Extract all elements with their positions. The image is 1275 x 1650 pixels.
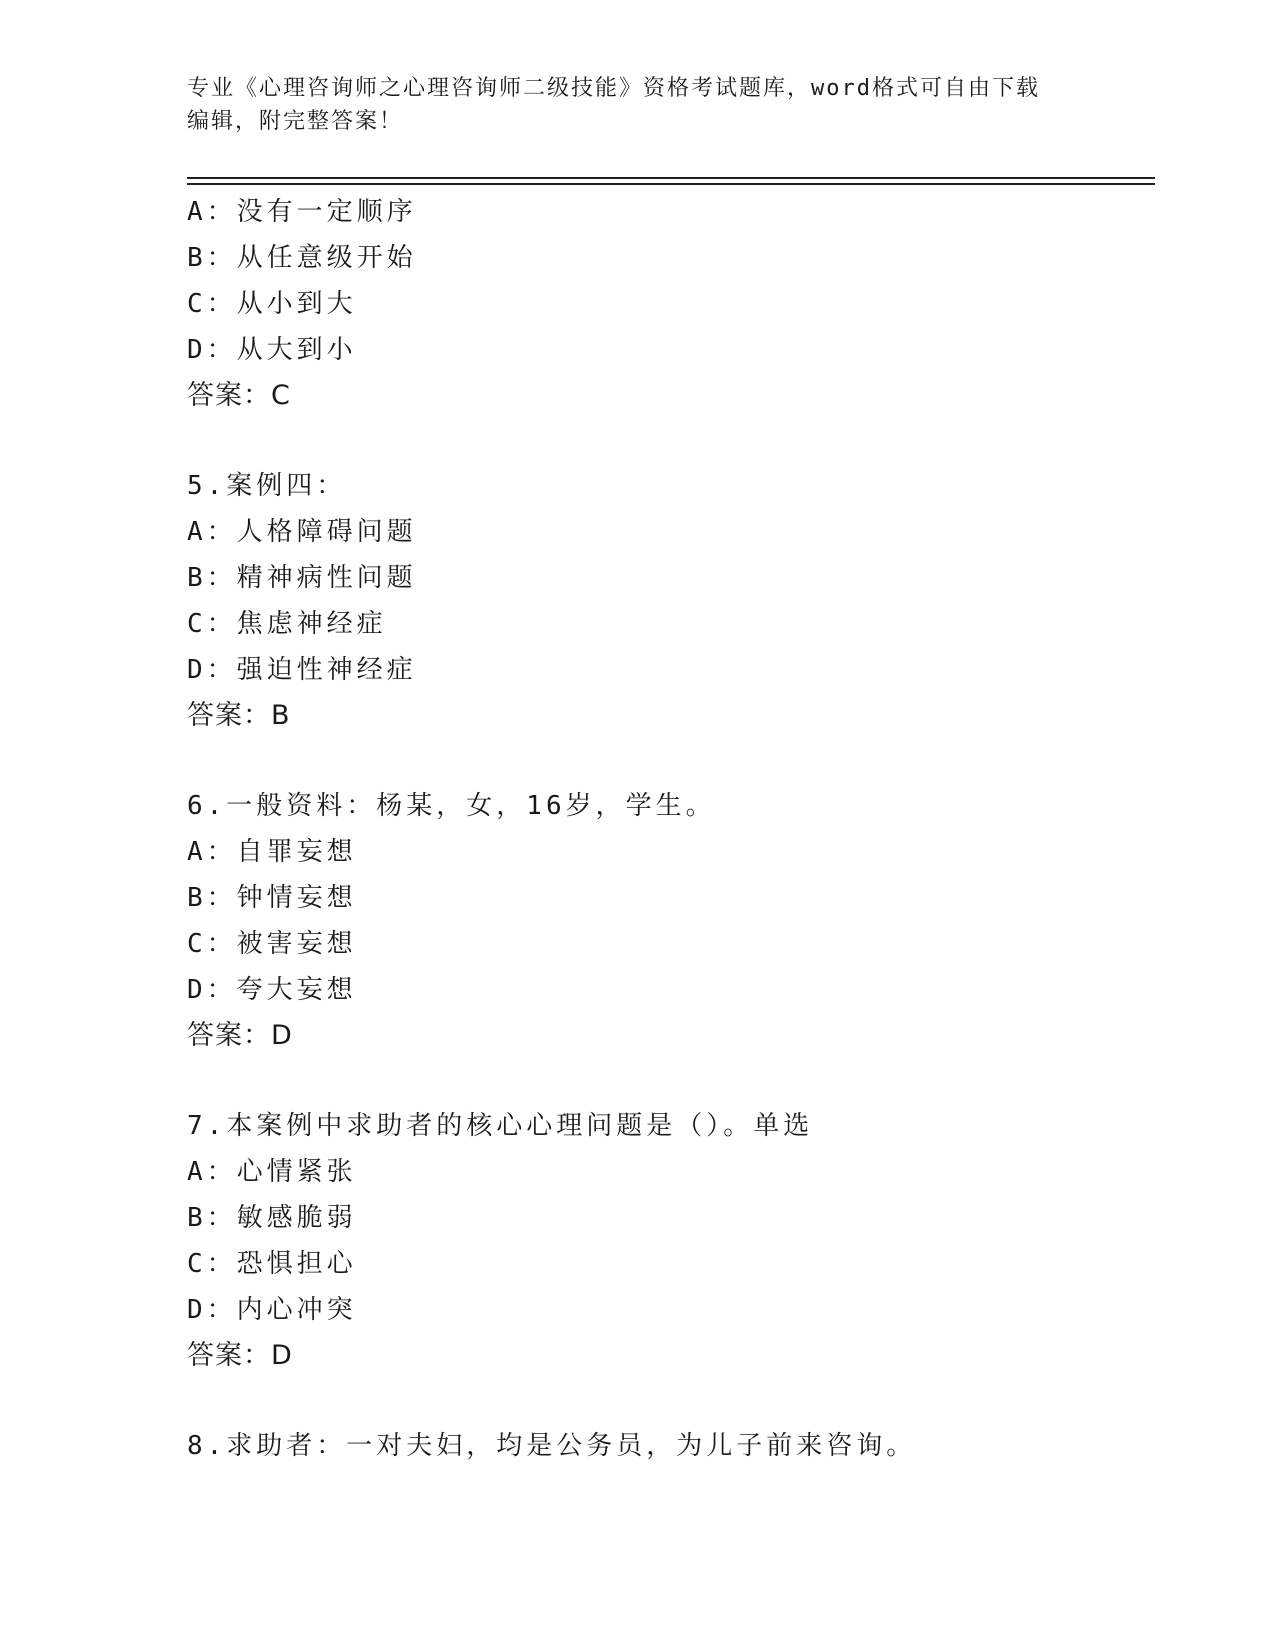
header-line-2: 编辑，附完整答案！ xyxy=(187,109,404,134)
question-block xyxy=(187,783,1147,1059)
answer-line: 答案：C xyxy=(187,380,291,411)
header-line-1: 专业《心理咨询师之心理咨询师二级技能》资格考试题库，word格式可自由下载 xyxy=(187,76,1040,101)
header-divider-top xyxy=(187,177,1155,179)
spacer xyxy=(187,419,1147,463)
option-b: B：敏感脆弱 xyxy=(187,1203,357,1233)
spacer xyxy=(187,1379,1147,1423)
option-a: A：心情紧张 xyxy=(187,1157,357,1187)
question-block xyxy=(187,1423,1147,1469)
option-a: A：自罪妄想 xyxy=(187,837,357,867)
option-a: A：没有一定顺序 xyxy=(187,197,417,227)
option-d: D：强迫性神经症 xyxy=(187,655,417,685)
question-text: 5.案例四： xyxy=(187,471,347,501)
answer-line: 答案：B xyxy=(187,700,291,731)
spacer xyxy=(187,1059,1147,1103)
option-d: D：夸大妄想 xyxy=(187,975,357,1005)
question-list xyxy=(187,189,1147,1469)
question-block xyxy=(187,189,1147,419)
header-divider-bottom xyxy=(187,183,1155,185)
option-d: D：从大到小 xyxy=(187,335,357,365)
answer-line: 答案：D xyxy=(187,1340,293,1371)
option-b: B：从任意级开始 xyxy=(187,243,417,273)
answer-line: 答案：D xyxy=(187,1020,293,1051)
option-c: C：恐惧担心 xyxy=(187,1249,357,1279)
question-text: 8.求助者：一对夫妇，均是公务员，为儿子前来咨询。 xyxy=(187,1431,917,1461)
option-a: A：人格障碍问题 xyxy=(187,517,417,547)
option-c: C：被害妄想 xyxy=(187,929,357,959)
document-header xyxy=(187,72,1087,138)
option-b: B：钟情妄想 xyxy=(187,883,357,913)
option-b: B：精神病性问题 xyxy=(187,563,417,593)
question-block xyxy=(187,463,1147,739)
question-text: 6.一般资料：杨某，女，16岁，学生。 xyxy=(187,791,716,821)
question-block xyxy=(187,1103,1147,1379)
option-c: C：焦虑神经症 xyxy=(187,609,387,639)
option-c: C：从小到大 xyxy=(187,289,357,319)
spacer xyxy=(187,739,1147,783)
question-text: 7.本案例中求助者的核心心理问题是（）。单选 xyxy=(187,1111,814,1141)
option-d: D：内心冲突 xyxy=(187,1295,357,1325)
